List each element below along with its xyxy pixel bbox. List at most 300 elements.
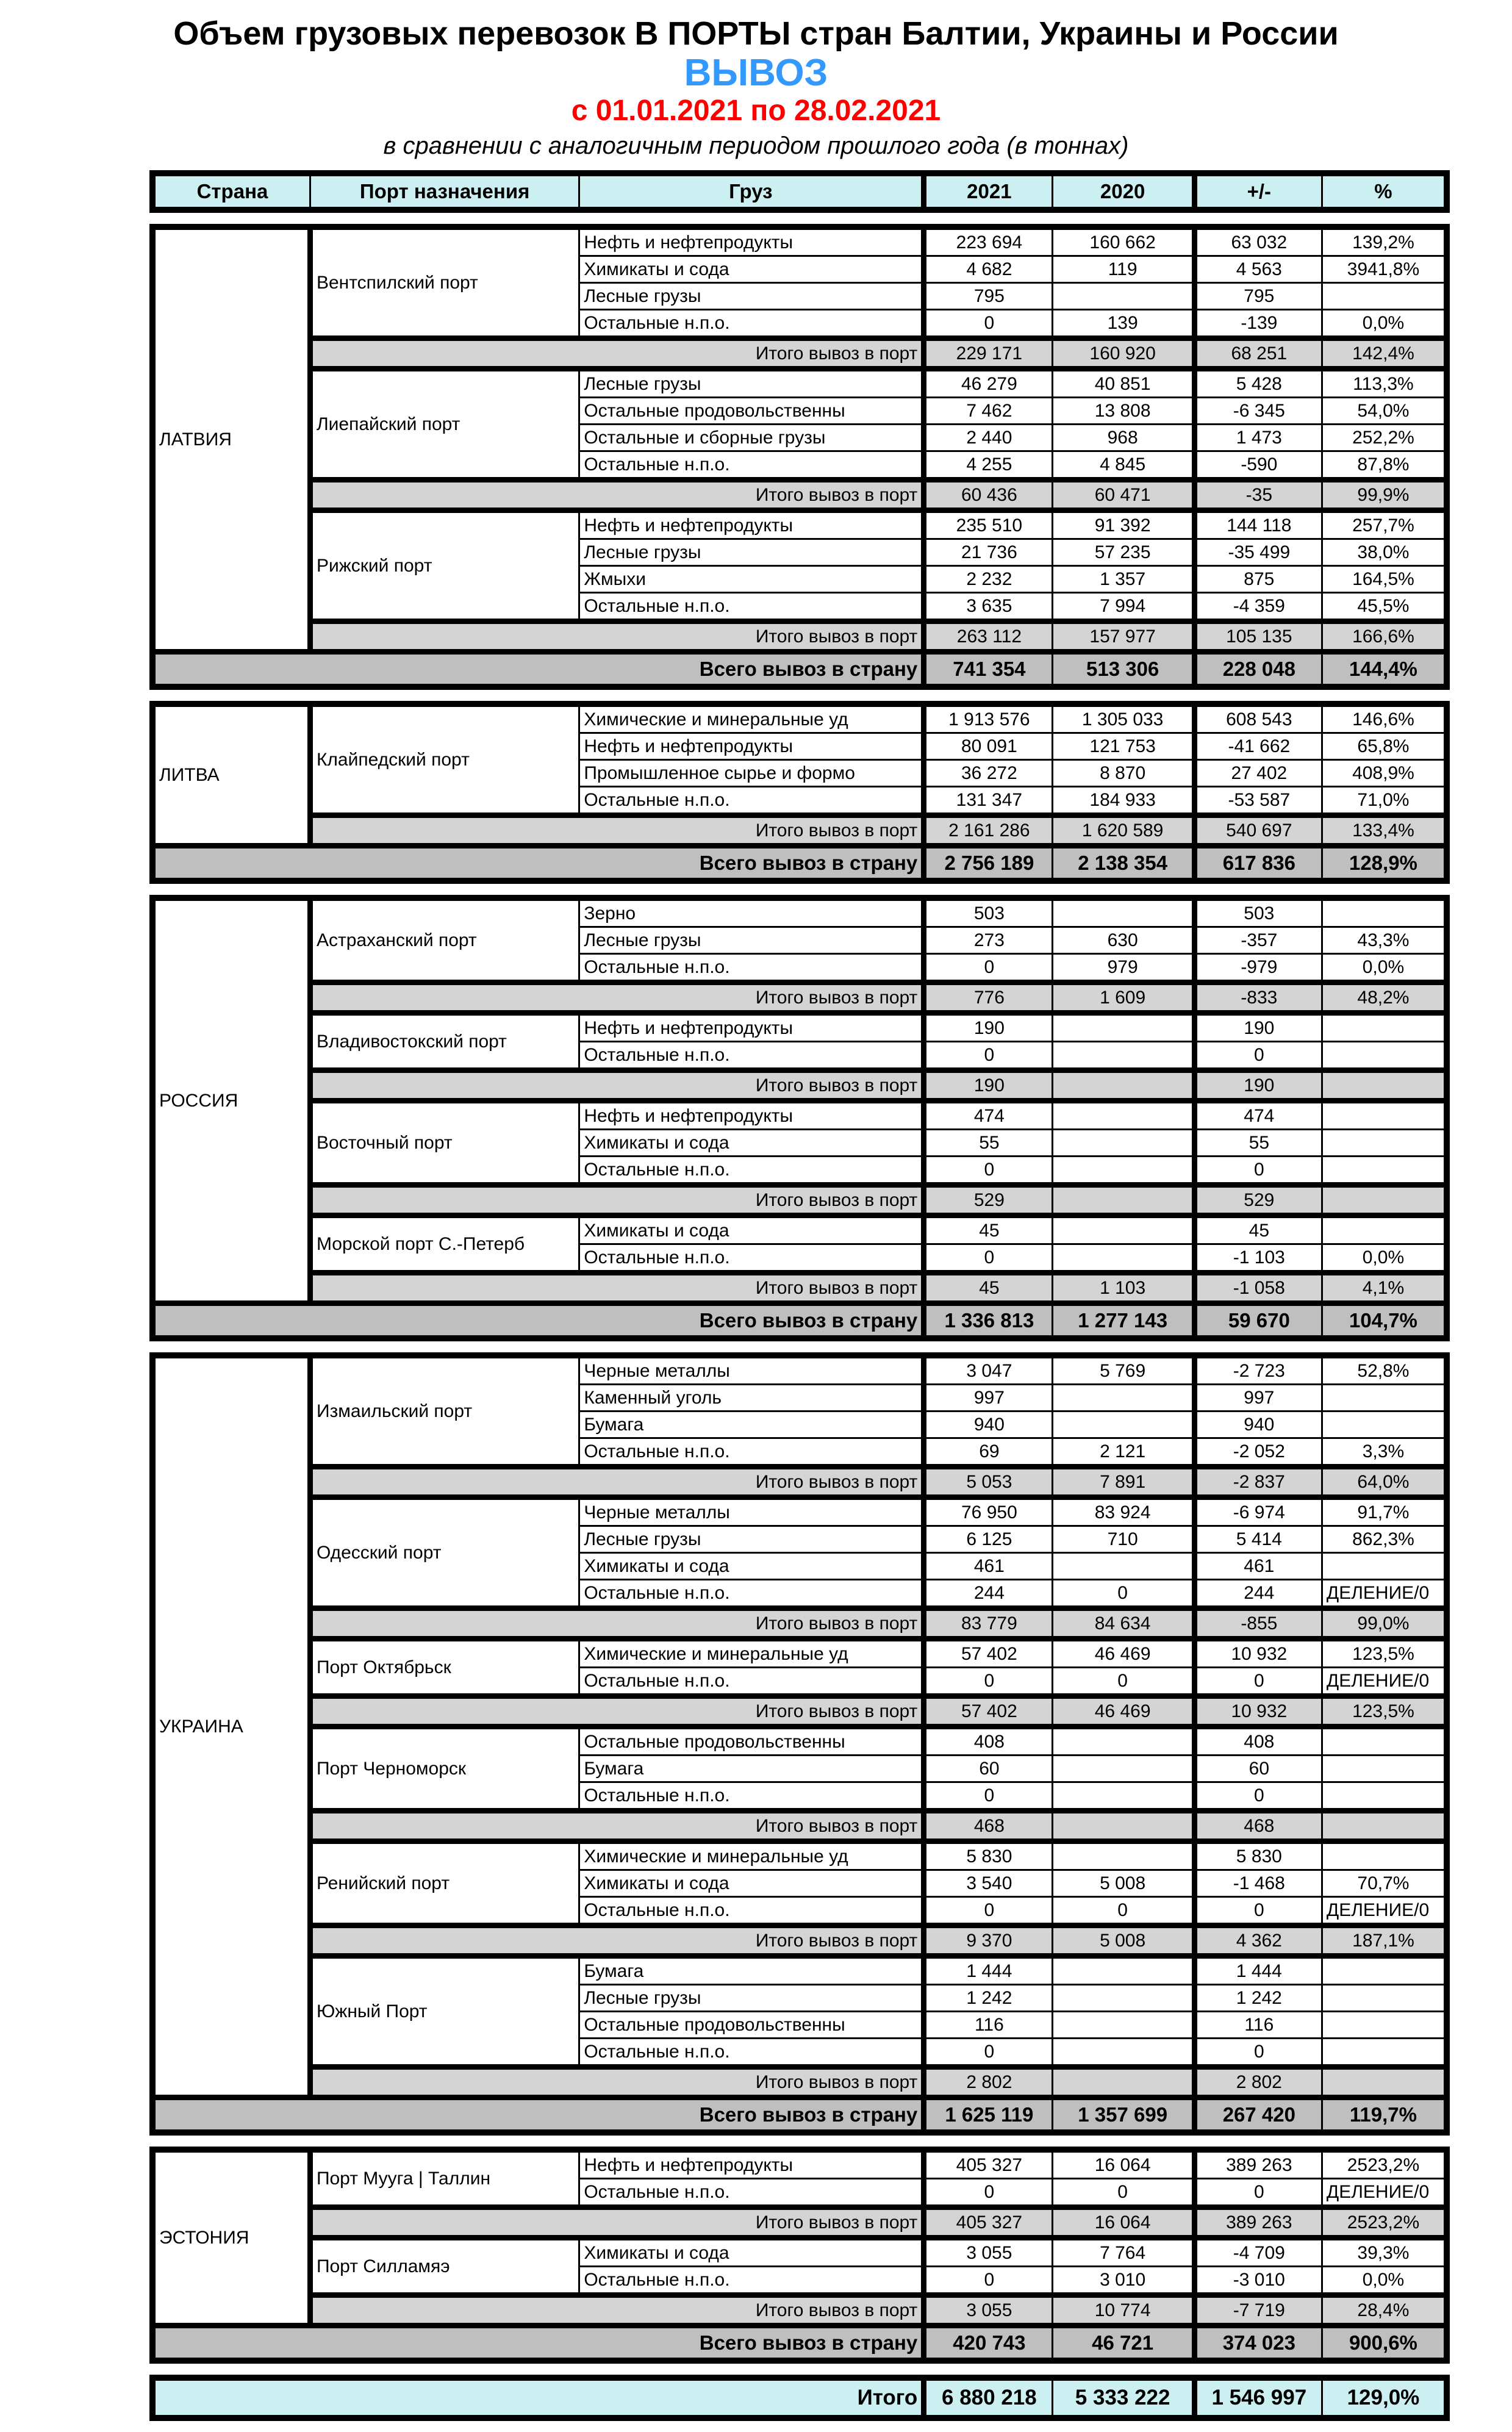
cargo-diff: -4 359 [1194, 593, 1322, 622]
cargo-diff: 0 [1194, 1157, 1322, 1185]
cargo-2020 [1053, 283, 1194, 310]
cargo-2021: 46 279 [924, 369, 1053, 398]
cargo-diff: 1 242 [1194, 1985, 1322, 2012]
col-header-diff: +/- [1194, 176, 1322, 207]
port-total-2020: 10 774 [1053, 2295, 1194, 2326]
cargo-2021: 3 540 [924, 1870, 1053, 1897]
cargo-2021: 1 242 [924, 1985, 1053, 2012]
port-total-label: Итого вывоз в порт [310, 1071, 923, 1101]
cargo-percent: 2523,2% [1322, 2153, 1444, 2179]
cargo-diff: 795 [1194, 283, 1322, 310]
period-title: с 01.01.2021 по 28.02.2021 [571, 95, 941, 127]
cargo-name: Бумага [579, 1756, 924, 1782]
port-total-percent: 123,5% [1322, 1696, 1444, 1727]
cargo-percent [1322, 1553, 1444, 1580]
country-total-row [156, 846, 1444, 878]
col-header-country: Страна [156, 176, 310, 207]
cargo-name: Черные металлы [579, 1498, 924, 1526]
port-total-2020 [1053, 2067, 1194, 2098]
cargo-name: Остальные н.п.о. [579, 1042, 924, 1071]
cargo-percent: ДЕЛЕНИЕ/0 [1322, 1580, 1444, 1609]
cargo-percent [1322, 1385, 1444, 1411]
cargo-diff: 5 830 [1194, 1842, 1322, 1870]
cargo-name: Остальные н.п.о. [579, 1668, 924, 1696]
cargo-2021: 60 [924, 1756, 1053, 1782]
cargo-name: Остальные н.п.о. [579, 310, 924, 339]
cargo-diff: 503 [1194, 901, 1322, 927]
cargo-diff: 116 [1194, 2012, 1322, 2039]
cargo-diff: 997 [1194, 1385, 1322, 1411]
cargo-percent: 139,2% [1322, 230, 1444, 256]
cargo-diff: 408 [1194, 1727, 1322, 1756]
cargo-2020: 8 870 [1053, 760, 1194, 787]
port-name: Морской порт С.-Петерб [310, 1216, 579, 1273]
cargo-row [156, 1358, 1444, 1385]
cargo-2020 [1053, 1101, 1194, 1130]
cargo-percent: 87,8% [1322, 451, 1444, 480]
cargo-name: Нефть и нефтепродукты [579, 511, 924, 539]
port-name: Ренийский порт [310, 1842, 579, 1926]
cargo-diff: 875 [1194, 566, 1322, 593]
country-total-percent: 104,7% [1322, 1304, 1444, 1336]
cargo-diff: 1 473 [1194, 425, 1322, 451]
cargo-2020: 1 357 [1053, 566, 1194, 593]
port-total-2021: 2 161 286 [924, 816, 1053, 846]
cargo-diff: 5 428 [1194, 369, 1322, 398]
cargo-name: Остальные н.п.о. [579, 2267, 924, 2295]
cargo-2020: 40 851 [1053, 369, 1194, 398]
cargo-diff: -1 103 [1194, 1244, 1322, 1273]
cargo-2020 [1053, 1985, 1194, 2012]
cargo-2020 [1053, 1042, 1194, 1071]
port-total-2021: 83 779 [924, 1609, 1053, 1639]
cargo-2020 [1053, 1727, 1194, 1756]
country-block-3 [149, 1352, 1450, 2136]
comparison-note: в сравнении с аналогичным периодом прошлого года (в тоннах) [383, 132, 1129, 160]
country-total-row [156, 2326, 1444, 2358]
country-total-2021: 1 625 119 [924, 2098, 1053, 2130]
port-total-diff: -1 058 [1194, 1273, 1322, 1304]
port-total-percent [1322, 1071, 1444, 1101]
cargo-percent: 164,5% [1322, 566, 1444, 593]
port-name: Астраханский порт [310, 901, 579, 983]
port-total-row [156, 1467, 1444, 1498]
cargo-percent: 257,7% [1322, 511, 1444, 539]
cargo-2021: 0 [924, 1042, 1053, 1071]
cargo-percent: 0,0% [1322, 2267, 1444, 2295]
port-total-percent [1322, 2067, 1444, 2098]
port-total-row [156, 1609, 1444, 1639]
table-header-row [156, 176, 1444, 207]
cargo-2020: 630 [1053, 927, 1194, 954]
cargo-percent: 71,0% [1322, 787, 1444, 816]
cargo-2020 [1053, 1244, 1194, 1273]
cargo-name: Химикаты и сода [579, 1216, 924, 1244]
cargo-diff: -2 723 [1194, 1358, 1322, 1385]
cargo-2021: 2 232 [924, 566, 1053, 593]
port-total-diff: -7 719 [1194, 2295, 1322, 2326]
cargo-name: Химические и минеральные уд [579, 707, 924, 733]
cargo-2021: 3 055 [924, 2238, 1053, 2267]
cargo-2020 [1053, 1385, 1194, 1411]
cargo-diff: -6 345 [1194, 398, 1322, 425]
cargo-percent: 54,0% [1322, 398, 1444, 425]
cargo-percent: ДЕЛЕНИЕ/0 [1322, 2179, 1444, 2208]
cargo-name: Остальные н.п.о. [579, 2039, 924, 2067]
port-total-label: Итого вывоз в порт [310, 1811, 923, 1842]
cargo-diff: -2 052 [1194, 1438, 1322, 1467]
cargo-2021: 0 [924, 310, 1053, 339]
port-total-2021: 3 055 [924, 2295, 1053, 2326]
col-header-2020: 2020 [1053, 176, 1194, 207]
port-total-percent: 48,2% [1322, 983, 1444, 1013]
cargo-2021: 36 272 [924, 760, 1053, 787]
port-total-percent: 4,1% [1322, 1273, 1444, 1304]
port-total-label: Итого вывоз в порт [310, 816, 923, 846]
port-total-row [156, 816, 1444, 846]
port-total-label: Итого вывоз в порт [310, 2067, 923, 2098]
cargo-2020: 119 [1053, 256, 1194, 283]
port-total-row [156, 1811, 1444, 1842]
cargo-diff: -1 468 [1194, 1870, 1322, 1897]
port-total-label: Итого вывоз в порт [310, 2295, 923, 2326]
cargo-2020: 5 769 [1053, 1358, 1194, 1385]
cargo-name: Остальные н.п.о. [579, 451, 924, 480]
cargo-diff: 45 [1194, 1216, 1322, 1244]
cargo-percent: 38,0% [1322, 539, 1444, 566]
cargo-name: Каменный уголь [579, 1385, 924, 1411]
cargo-percent: 252,2% [1322, 425, 1444, 451]
cargo-2021: 0 [924, 2179, 1053, 2208]
country-total-2021: 2 756 189 [924, 846, 1053, 878]
cargo-percent: 408,9% [1322, 760, 1444, 787]
cargo-2021: 2 440 [924, 425, 1053, 451]
cargo-name: Нефть и нефтепродукты [579, 1101, 924, 1130]
port-total-2020: 1 609 [1053, 983, 1194, 1013]
port-total-2020: 157 977 [1053, 622, 1194, 652]
cargo-row [156, 369, 1444, 398]
port-total-2020 [1053, 1071, 1194, 1101]
cargo-diff: -41 662 [1194, 733, 1322, 760]
cargo-name: Бумага [579, 1411, 924, 1438]
cargo-percent [1322, 1130, 1444, 1157]
cargo-name: Химические и минеральные уд [579, 1842, 924, 1870]
port-total-row [156, 983, 1444, 1013]
port-total-2020: 60 471 [1053, 480, 1194, 511]
cargo-2021: 273 [924, 927, 1053, 954]
port-total-2021: 405 327 [924, 2208, 1053, 2238]
cargo-name: Бумага [579, 1956, 924, 1985]
port-total-percent: 64,0% [1322, 1467, 1444, 1498]
cargo-2021: 795 [924, 283, 1053, 310]
cargo-2020 [1053, 1130, 1194, 1157]
port-total-diff: 389 263 [1194, 2208, 1322, 2238]
col-header-cargo: Груз [579, 176, 924, 207]
country-label: ЛИТВА [159, 764, 220, 785]
cargo-2020: 7 764 [1053, 2238, 1194, 2267]
country-block-0 [149, 224, 1450, 690]
cargo-diff: 0 [1194, 1897, 1322, 1926]
cargo-name: Нефть и нефтепродукты [579, 230, 924, 256]
cargo-name: Лесные грузы [579, 927, 924, 954]
cargo-2020: 13 808 [1053, 398, 1194, 425]
cargo-percent [1322, 901, 1444, 927]
cargo-percent [1322, 1782, 1444, 1811]
grand-total-label: Итого [156, 2381, 924, 2415]
cargo-2021: 76 950 [924, 1498, 1053, 1526]
cargo-2020 [1053, 1756, 1194, 1782]
cargo-diff: -53 587 [1194, 787, 1322, 816]
country-label: РОССИЯ [159, 1090, 238, 1111]
cargo-percent: ДЕЛЕНИЕ/0 [1322, 1668, 1444, 1696]
cargo-2020 [1053, 1956, 1194, 1985]
cargo-2021: 1 913 576 [924, 707, 1053, 733]
country-total-row [156, 652, 1444, 684]
port-total-percent: 187,1% [1322, 1926, 1444, 1956]
cargo-2021: 131 347 [924, 787, 1053, 816]
port-total-2021: 5 053 [924, 1467, 1053, 1498]
cargo-name: Нефть и нефтепродукты [579, 733, 924, 760]
port-total-row [156, 1185, 1444, 1216]
port-total-diff: 529 [1194, 1185, 1322, 1216]
cargo-2021: 0 [924, 1782, 1053, 1811]
cargo-percent [1322, 1411, 1444, 1438]
country-total-label: Всего вывоз в страну [156, 846, 924, 878]
country-label: ЭСТОНИЯ [159, 2227, 249, 2248]
cargo-2021: 0 [924, 1897, 1053, 1926]
cargo-name: Черные металлы [579, 1358, 924, 1385]
country-total-row [156, 1304, 1444, 1336]
cargo-2021: 190 [924, 1013, 1053, 1042]
port-total-label: Итого вывоз в порт [310, 1696, 923, 1727]
port-total-2020 [1053, 1811, 1194, 1842]
port-total-percent: 28,4% [1322, 2295, 1444, 2326]
cargo-2020: 160 662 [1053, 230, 1194, 256]
country-total-diff: 59 670 [1194, 1304, 1322, 1336]
cargo-percent: ДЕЛЕНИЕ/0 [1322, 1897, 1444, 1926]
port-total-row [156, 1696, 1444, 1727]
port-total-diff: 10 932 [1194, 1696, 1322, 1727]
cargo-percent: 862,3% [1322, 1526, 1444, 1553]
cargo-row [156, 901, 1444, 927]
country-total-diff: 617 836 [1194, 846, 1322, 878]
cargo-name: Остальные н.п.о. [579, 954, 924, 983]
cargo-2020 [1053, 2039, 1194, 2067]
cargo-2021: 4 682 [924, 256, 1053, 283]
port-total-2020: 16 064 [1053, 2208, 1194, 2238]
cargo-name: Химикаты и сода [579, 2238, 924, 2267]
cargo-name: Остальные н.п.о. [579, 1897, 924, 1926]
port-name: Лиепайский порт [310, 369, 579, 480]
cargo-name: Остальные н.п.о. [579, 1157, 924, 1185]
cargo-2021: 5 830 [924, 1842, 1053, 1870]
cargo-name: Промышленное сырье и формо [579, 760, 924, 787]
cargo-percent [1322, 1985, 1444, 2012]
port-name: Одесский порт [310, 1498, 579, 1609]
port-total-diff: -833 [1194, 983, 1322, 1013]
port-total-2021: 529 [924, 1185, 1053, 1216]
port-total-2021: 776 [924, 983, 1053, 1013]
port-total-label: Итого вывоз в порт [310, 983, 923, 1013]
cargo-2021: 235 510 [924, 511, 1053, 539]
grand-total-row [156, 2381, 1444, 2415]
port-total-diff: -855 [1194, 1609, 1322, 1639]
cargo-2020: 16 064 [1053, 2153, 1194, 2179]
cargo-diff: 1 444 [1194, 1956, 1322, 1985]
port-name: Владивостокский порт [310, 1013, 579, 1071]
cargo-name: Остальные продовольственны [579, 2012, 924, 2039]
cargo-name: Нефть и нефтепродукты [579, 2153, 924, 2179]
country-total-diff: 267 420 [1194, 2098, 1322, 2130]
port-total-2020: 5 008 [1053, 1926, 1194, 1956]
country-block-2 [149, 895, 1450, 1341]
port-name: Восточный порт [310, 1101, 579, 1185]
cargo-percent [1322, 1157, 1444, 1185]
cargo-name: Химикаты и сода [579, 1553, 924, 1580]
cargo-diff: -139 [1194, 310, 1322, 339]
cargo-diff: 4 563 [1194, 256, 1322, 283]
cargo-name: Химикаты и сода [579, 256, 924, 283]
country-total-2020: 46 721 [1053, 2326, 1194, 2358]
country-total-2020: 1 357 699 [1053, 2098, 1194, 2130]
port-name: Порт Силламяэ [310, 2238, 579, 2295]
cargo-diff: 63 032 [1194, 230, 1322, 256]
port-total-diff: 4 362 [1194, 1926, 1322, 1956]
port-total-row [156, 480, 1444, 511]
cargo-diff: 5 414 [1194, 1526, 1322, 1553]
country-blocks [149, 224, 1450, 2364]
cargo-percent: 0,0% [1322, 310, 1444, 339]
grand-total-block [149, 2375, 1450, 2421]
cargo-percent [1322, 1216, 1444, 1244]
cargo-2021: 7 462 [924, 398, 1053, 425]
port-total-label: Итого вывоз в порт [310, 1185, 923, 1216]
cargo-2020 [1053, 1553, 1194, 1580]
port-total-2021: 45 [924, 1273, 1053, 1304]
cargo-2021: 0 [924, 1157, 1053, 1185]
cargo-name: Нефть и нефтепродукты [579, 1013, 924, 1042]
cargo-diff: 0 [1194, 2179, 1322, 2208]
cargo-row [156, 1842, 1444, 1870]
col-header-2021: 2021 [924, 176, 1053, 207]
port-total-label: Итого вывоз в порт [310, 1609, 923, 1639]
cargo-percent: 0,0% [1322, 1244, 1444, 1273]
country-total-diff: 374 023 [1194, 2326, 1322, 2358]
cargo-row [156, 2153, 1444, 2179]
cargo-percent [1322, 2012, 1444, 2039]
cargo-name: Остальные н.п.о. [579, 1580, 924, 1609]
port-name: Рижский порт [310, 511, 579, 622]
cargo-percent: 43,3% [1322, 927, 1444, 954]
country-block-4 [149, 2147, 1450, 2364]
port-total-diff: 68 251 [1194, 339, 1322, 369]
grand-total-diff: 1 546 997 [1194, 2381, 1322, 2415]
cargo-2020: 46 469 [1053, 1639, 1194, 1668]
port-total-percent [1322, 1811, 1444, 1842]
country-total-diff: 228 048 [1194, 652, 1322, 684]
cargo-percent [1322, 1013, 1444, 1042]
cargo-2020 [1053, 1013, 1194, 1042]
port-total-row [156, 1273, 1444, 1304]
port-total-2021: 2 802 [924, 2067, 1053, 2098]
port-total-diff: 105 135 [1194, 622, 1322, 652]
cargo-percent [1322, 1842, 1444, 1870]
cargo-2020 [1053, 2012, 1194, 2039]
cargo-name: Химикаты и сода [579, 1130, 924, 1157]
country-total-percent: 128,9% [1322, 846, 1444, 878]
page-title: Объем грузовых перевозок В ПОРТЫ стран Балтии, Украины и России [173, 15, 1339, 52]
cargo-percent: 65,8% [1322, 733, 1444, 760]
cargo-percent [1322, 1756, 1444, 1782]
country-total-percent: 144,4% [1322, 652, 1444, 684]
cargo-2020: 57 235 [1053, 539, 1194, 566]
cargo-name: Жмыхи [579, 566, 924, 593]
cargo-2021: 1 444 [924, 1956, 1053, 1985]
port-total-2020: 7 891 [1053, 1467, 1194, 1498]
port-total-row [156, 339, 1444, 369]
port-total-2020: 160 920 [1053, 339, 1194, 369]
cargo-2021: 997 [924, 1385, 1053, 1411]
cargo-name: Лесные грузы [579, 539, 924, 566]
grand-total-2021: 6 880 218 [924, 2381, 1053, 2415]
port-name: Порт Черноморск [310, 1727, 579, 1811]
cargo-row [156, 2238, 1444, 2267]
port-name: Порт Октябрьск [310, 1639, 579, 1696]
port-total-label: Итого вывоз в порт [310, 1467, 923, 1498]
cargo-2021: 408 [924, 1727, 1053, 1756]
cargo-percent: 113,3% [1322, 369, 1444, 398]
cargo-percent [1322, 2039, 1444, 2067]
cargo-percent: 91,7% [1322, 1498, 1444, 1526]
port-total-2021: 9 370 [924, 1926, 1053, 1956]
cargo-row [156, 1727, 1444, 1756]
cargo-2021: 3 635 [924, 593, 1053, 622]
cargo-percent [1322, 1727, 1444, 1756]
grand-total-2020: 5 333 222 [1053, 2381, 1194, 2415]
cargo-2020 [1053, 1782, 1194, 1811]
port-total-2020 [1053, 1185, 1194, 1216]
cargo-2020: 4 845 [1053, 451, 1194, 480]
cargo-percent [1322, 1101, 1444, 1130]
cargo-2020: 83 924 [1053, 1498, 1194, 1526]
country-total-label: Всего вывоз в страну [156, 2098, 924, 2130]
port-total-percent [1322, 1185, 1444, 1216]
port-total-diff: 2 802 [1194, 2067, 1322, 2098]
cargo-percent: 146,6% [1322, 707, 1444, 733]
cargo-percent: 123,5% [1322, 1639, 1444, 1668]
cargo-diff: 0 [1194, 2039, 1322, 2067]
port-total-row [156, 622, 1444, 652]
cargo-diff: 144 118 [1194, 511, 1322, 539]
port-name: Южный Порт [310, 1956, 579, 2067]
cargo-diff: 190 [1194, 1013, 1322, 1042]
port-total-row [156, 2067, 1444, 2098]
cargo-2020: 121 753 [1053, 733, 1194, 760]
cargo-row [156, 1639, 1444, 1668]
cargo-diff: -6 974 [1194, 1498, 1322, 1526]
cargo-row [156, 707, 1444, 733]
port-total-row [156, 1071, 1444, 1101]
cargo-name: Остальные н.п.о. [579, 1244, 924, 1273]
cargo-2020: 7 994 [1053, 593, 1194, 622]
cargo-2021: 461 [924, 1553, 1053, 1580]
country-total-label: Всего вывоз в страну [156, 1304, 924, 1336]
cargo-percent: 45,5% [1322, 593, 1444, 622]
cargo-name: Остальные н.п.о. [579, 593, 924, 622]
port-total-diff: -35 [1194, 480, 1322, 511]
cargo-diff: 0 [1194, 1782, 1322, 1811]
cargo-2020: 5 008 [1053, 1870, 1194, 1897]
